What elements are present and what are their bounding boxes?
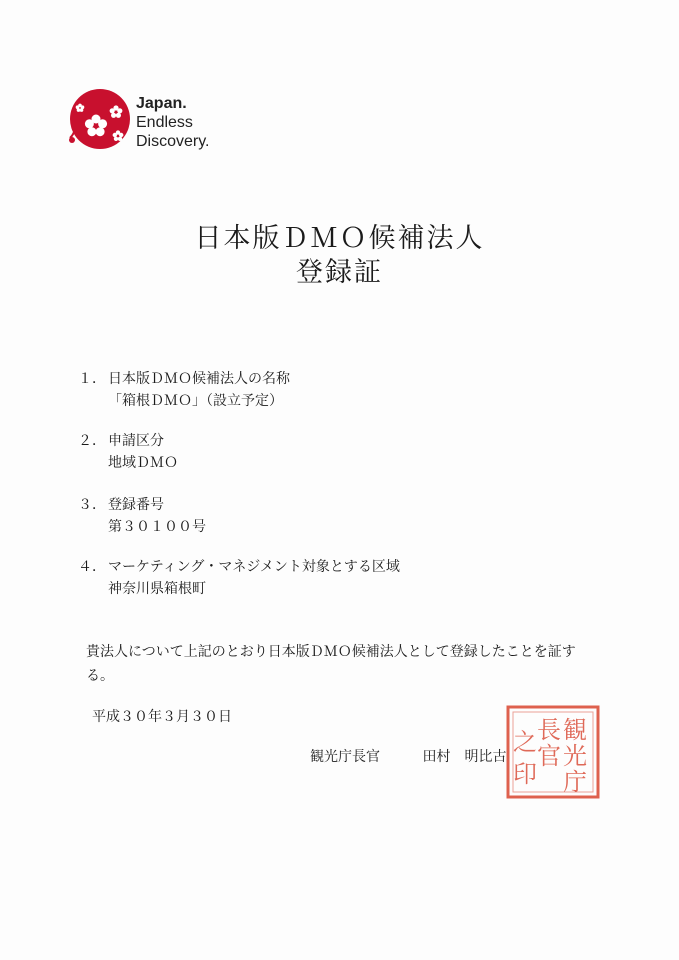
item-3 xyxy=(78,494,206,538)
certification-statement: 貴法人について上記のとおり日本版ＤＭＯ候補法人として登録したことを証する。 xyxy=(86,644,576,684)
svg-text:庁: 庁 xyxy=(563,768,587,796)
issue-date: 平成３０年３月３０日 xyxy=(92,709,232,725)
logo-line-1: Japan. xyxy=(136,95,187,112)
signer-title: 観光庁長官 xyxy=(310,749,380,765)
svg-text:光: 光 xyxy=(563,742,587,770)
item-value: 「箱根ＤＭＯ」（設立予定） xyxy=(108,393,283,409)
item-2 xyxy=(78,430,178,474)
sakura-sun-icon xyxy=(66,86,136,152)
svg-text:印: 印 xyxy=(513,760,537,788)
svg-text:之: 之 xyxy=(513,728,537,756)
item-label: 登録番号 xyxy=(108,497,164,513)
item-value: 神奈川県箱根町 xyxy=(108,581,206,597)
item-number: １． xyxy=(78,371,106,387)
item-value: 第３０１００号 xyxy=(108,519,206,535)
svg-text:観: 観 xyxy=(563,716,587,744)
item-number: ３． xyxy=(78,497,106,513)
item-label: 日本版ＤＭＯ候補法人の名称 xyxy=(108,371,290,387)
certificate-subtitle: 登録証 xyxy=(296,257,383,288)
certificate-title: 日本版ＤＭＯ候補法人 xyxy=(194,223,485,254)
official-seal-stamp xyxy=(505,704,601,800)
japan-endless-discovery-logo xyxy=(66,86,236,156)
svg-text:長: 長 xyxy=(537,716,561,744)
item-number: ４． xyxy=(78,559,106,575)
logo-line-3: Discovery. xyxy=(136,133,210,150)
item-label: 申請区分 xyxy=(108,433,164,449)
svg-text:官: 官 xyxy=(537,742,561,770)
item-4 xyxy=(78,556,400,600)
item-value: 地域ＤＭＯ xyxy=(108,455,178,471)
item-number: ２． xyxy=(78,433,106,449)
item-1 xyxy=(78,368,290,412)
item-label: マーケティング・マネジメント対象とする区域 xyxy=(108,559,400,575)
signer xyxy=(310,746,506,766)
logo-line-2: Endless xyxy=(136,114,193,131)
logo-text xyxy=(136,94,210,151)
signer-name: 田村 明比古 xyxy=(422,749,507,765)
